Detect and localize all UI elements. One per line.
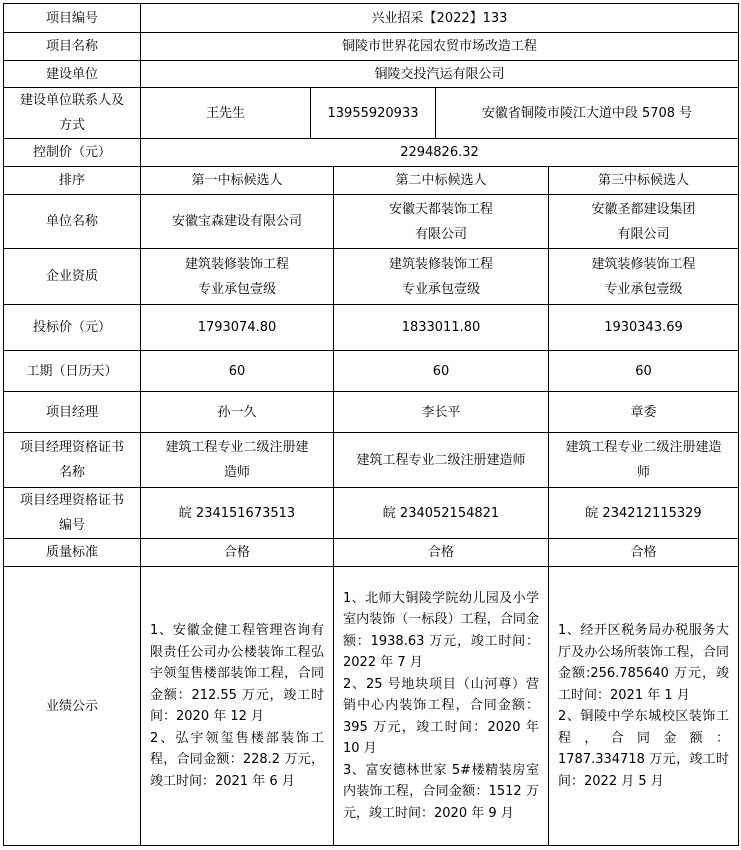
table-row-project-manager [4,392,739,433]
value-duration-candidate-2: 60 [334,351,549,392]
value-contact-address: 安徽省铜陵市陵江大道中段 5708 号 [436,88,739,139]
value-cert-name-candidate-1: 建筑工程专业二级注册建 造师 [141,433,334,488]
table-row-cert-number [4,488,739,539]
value-quality-candidate-2: 合格 [334,539,549,567]
value-company-candidate-2: 安徽天都装饰工程 有限公司 [334,195,549,249]
value-cert-number-candidate-2: 皖 234052154821 [334,488,549,539]
value-project-number: 兴业招采【2022】133 [141,4,739,33]
label-bid-price: 投标价（元） [4,305,141,351]
label-company-name: 单位名称 [4,195,141,249]
value-cert-name-candidate-3: 建筑工程专业二级注册建造 师 [549,433,739,488]
value-rank-candidate-1: 第一中标候选人 [141,167,334,195]
value-qualification-candidate-2: 建筑装修装饰工程 专业承包壹级 [334,249,549,305]
value-quality-candidate-3: 合格 [549,539,739,567]
value-qualification-candidate-3: 建筑装修装饰工程 专业承包壹级 [549,249,739,305]
bid-candidates-table [3,3,739,846]
value-bid-price-candidate-1: 1793074.80 [141,305,334,351]
table-row-qualification [4,249,739,305]
label-quality: 质量标准 [4,539,141,567]
value-contact-phone: 13955920933 [311,88,436,139]
value-performance-candidate-1: 1、安徽金健工程管理咨询有限责任公司办公楼装饰工程弘宇领玺售楼部装饰工程，合同金额：212.55 万元，竣工时间：2020 年 12 月 2、弘宇领玺售楼部装饰工程，合同金额：228.2 万元，竣工时间：2021 年 6 月 [141,567,334,846]
label-project-manager: 项目经理 [4,392,141,433]
table-row-performance [4,567,739,846]
value-duration-candidate-3: 60 [549,351,739,392]
value-company-candidate-1: 安徽宝森建设有限公司 [141,195,334,249]
table-row-bid-price [4,305,739,351]
label-control-price: 控制价（元） [4,139,141,167]
table-row-control-price [4,139,739,167]
value-duration-candidate-1: 60 [141,351,334,392]
value-rank-candidate-2: 第二中标候选人 [334,167,549,195]
table-row-construction-unit [4,61,739,88]
table-row-project-number [4,4,739,33]
table-row-contact [4,88,739,139]
value-performance-candidate-2: 1、北师大铜陵学院幼儿园及小学室内装饰（一标段）工程，合同金额：1938.63 万元，竣工时间：2022 年 7 月 2、25 号地块项目（山河尊）营销中心内装饰工程，合同金额：395 万元，竣工时间：2020 年 10 月 3、富安德林世家 5#楼精装房室内装饰工程，合同金额：1512 万元，竣工时间：2020 年 9 月 [334,567,549,846]
label-cert-number: 项目经理资格证书 编号 [4,488,141,539]
value-rank-candidate-3: 第三中标候选人 [549,167,739,195]
value-cert-name-candidate-2: 建筑工程专业二级注册建造师 [334,433,549,488]
label-project-number: 项目编号 [4,4,141,33]
value-manager-candidate-1: 孙一久 [141,392,334,433]
value-qualification-candidate-1: 建筑装修装饰工程 专业承包壹级 [141,249,334,305]
value-manager-candidate-3: 章委 [549,392,739,433]
value-cert-number-candidate-1: 皖 234151673513 [141,488,334,539]
value-bid-price-candidate-2: 1833011.80 [334,305,549,351]
value-company-candidate-3: 安徽圣都建设集团 有限公司 [549,195,739,249]
table-row-cert-name [4,433,739,488]
value-construction-unit: 铜陵交投汽运有限公司 [141,61,739,88]
value-performance-candidate-3: 1、经开区税务局办税服务大厅及办公场所装饰工程，合同金额:256.785640 万元，竣工时间：2021 年 1 月 2、铜陵中学东城校区装饰工程，合同金额：1787.334718 万元，竣工时间：2022 月 5 月 [549,567,739,846]
value-bid-price-candidate-3: 1930343.69 [549,305,739,351]
label-construction-unit: 建设单位 [4,61,141,88]
value-manager-candidate-2: 李长平 [334,392,549,433]
table-row-quality [4,539,739,567]
table-row-rank [4,167,739,195]
table-row-company-name [4,195,739,249]
value-control-price: 2294826.32 [141,139,739,167]
value-cert-number-candidate-3: 皖 234212115329 [549,488,739,539]
label-rank: 排序 [4,167,141,195]
table-row-project-name [4,33,739,61]
label-contact: 建设单位联系人及 方式 [4,88,141,139]
label-cert-name: 项目经理资格证书 名称 [4,433,141,488]
label-project-name: 项目名称 [4,33,141,61]
label-performance: 业绩公示 [4,567,141,846]
value-contact-name: 王先生 [141,88,311,139]
value-quality-candidate-1: 合格 [141,539,334,567]
label-duration: 工期（日历天） [4,351,141,392]
value-project-name: 铜陵市世界花园农贸市场改造工程 [141,33,739,61]
table-row-duration [4,351,739,392]
label-qualification: 企业资质 [4,249,141,305]
